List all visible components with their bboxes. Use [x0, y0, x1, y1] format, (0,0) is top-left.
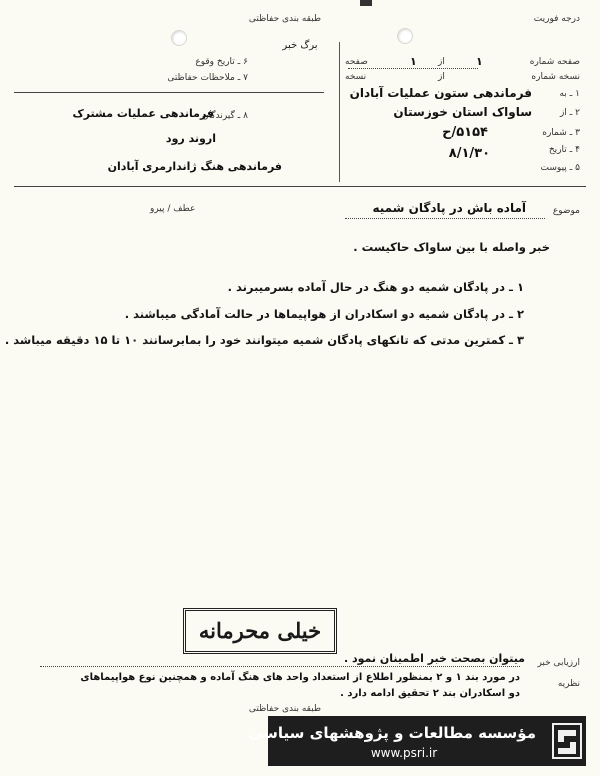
page-of: از — [438, 57, 445, 67]
number-value: ۵۱۵۴/ح — [442, 125, 488, 140]
security-notes-label: ۷ ـ ملاحظات حفاظتی — [167, 73, 248, 83]
body-item-2: ۲ ـ در پادگان شمیه دو اسکادران از هواپیماها در حالت آمادگی میباشند . — [124, 307, 524, 321]
opinion-label: نظریه — [557, 679, 580, 689]
recipient-3: فرماندهی هنگ ژاندارمری آبادان — [107, 160, 282, 173]
institute-name: مؤسسه مطالعات و پژوهشهای سیاسی — [247, 724, 536, 742]
evaluation-label: ارزیابی خبر — [537, 658, 580, 668]
opinion-line-2: دو اسکادران بند ۲ تحقیق ادامه دارد . — [340, 688, 520, 699]
date-value: ۸/۱/۳۰ — [448, 146, 490, 161]
body-intro: خبر واصله با بین ساواک حاکیست . — [353, 240, 550, 254]
top-secret-stamp: خیلی محرمانه — [183, 608, 337, 654]
date-label: ۴ ـ تاریخ — [548, 145, 580, 155]
page-total-value: ۱ — [410, 55, 417, 68]
body-item-3: ۳ ـ کمترین مدتی که تانکهای پادگان شمیه میتوانند خود را بمابرسانند ۱۰ تا ۱۵ دقیقه میباشد . — [4, 333, 524, 347]
classification-bottom: طبقه بندی حفاظتی — [248, 704, 322, 714]
page-dotted-line — [348, 68, 478, 69]
page-number-label: صفحه شماره — [529, 57, 580, 67]
staple-mark — [360, 0, 372, 6]
institute-url: www.psri.ir — [370, 746, 438, 760]
page-unit: صفحه — [345, 57, 368, 67]
evaluation-value: میتوان بصحت خبر اطمینان نمود . — [343, 652, 525, 665]
form-title: برگ خبر — [282, 40, 318, 51]
institute-watermark — [247, 716, 548, 766]
evaluation-dotted-line — [40, 666, 520, 667]
reference-label: عطف / پیرو — [150, 204, 196, 214]
to-value: فرماندهی ستون عملیات آبادان — [349, 86, 532, 100]
from-label: ۲ ـ از — [559, 108, 580, 118]
recipients-label: ۸ ـ گیرندگان — [201, 111, 248, 121]
left-top-rule — [14, 92, 324, 93]
page-number-value: ۱ — [476, 55, 483, 68]
opinion-line-1: در مورد بند ۱ و ۲ بمنظور اطلاع از استعداد واحد های هنگ آماده و همچنین نوع هواپیماهای — [80, 672, 520, 683]
punch-hole-right — [397, 28, 413, 44]
header-separator — [14, 186, 586, 187]
copy-of: از — [438, 72, 445, 82]
event-date-label: ۶ ـ تاریخ وقوع — [195, 57, 248, 67]
copy-unit: نسخه — [345, 72, 367, 82]
classification-top: طبقه بندی حفاظتی — [248, 14, 322, 24]
punch-hole-left — [171, 30, 187, 46]
attachment-label: ۵ ـ پیوست — [540, 163, 580, 173]
subject-label: موضوع — [552, 206, 580, 216]
from-value: ساواک استان خوزستان — [393, 105, 532, 119]
copy-number-label: نسخه شماره — [531, 72, 580, 82]
recipient-2: اروند رود — [165, 132, 216, 145]
urgency-label: درجه فوریت — [533, 14, 580, 24]
body-item-1: ۱ ـ در پادگان شمیه دو هنگ در حال آماده بسرمیبرند . — [227, 280, 524, 294]
subject-value: آماده باش در پادگان شمیه — [372, 201, 526, 215]
to-label: ۱ ـ به — [559, 89, 580, 99]
recipient-1: فرماندهی عملیات مشترک — [72, 107, 214, 120]
institute-logo-icon — [548, 716, 586, 766]
number-label: ۳ ـ شماره — [542, 128, 580, 138]
column-divider — [339, 42, 340, 182]
subject-dotted-line — [345, 218, 545, 219]
